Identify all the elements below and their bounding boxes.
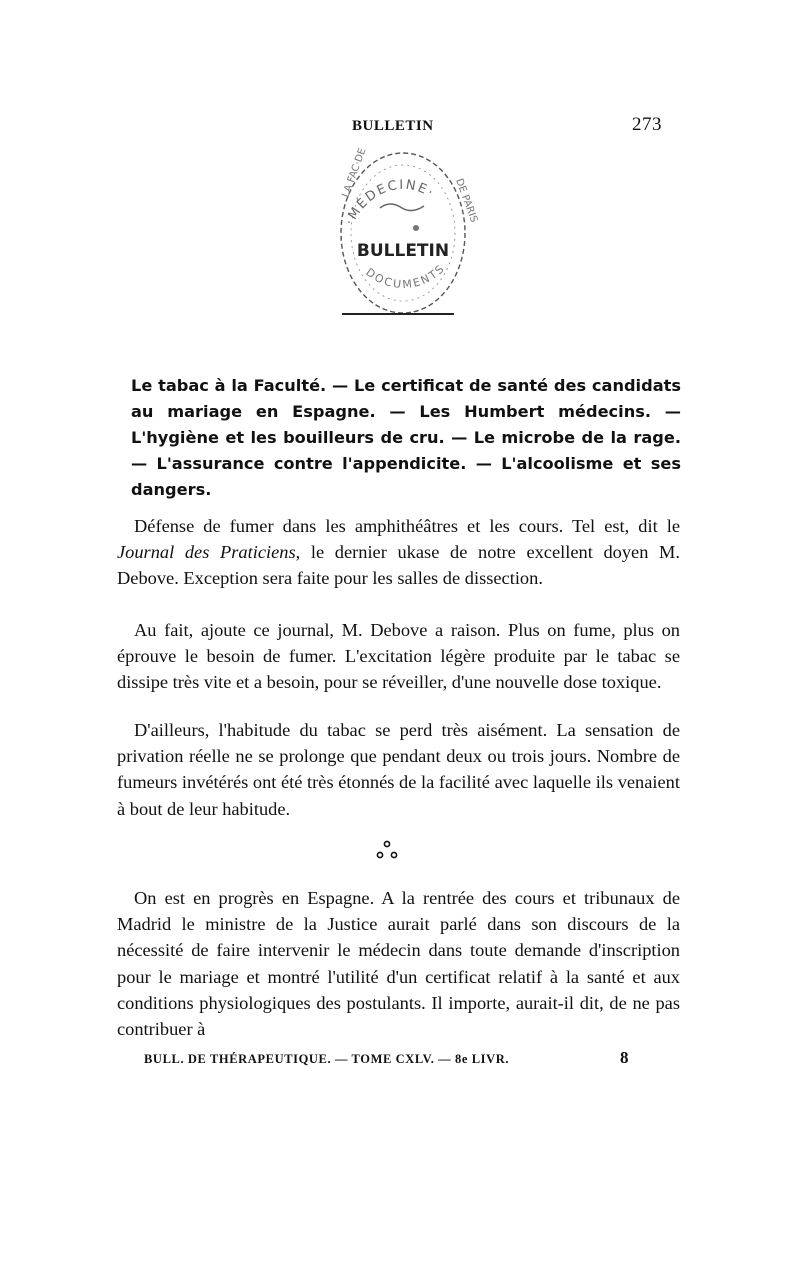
running-head: BULLETIN: [352, 118, 434, 134]
paragraph-au-fait: [117, 617, 680, 696]
signature-mark: 8: [620, 1048, 629, 1067]
section-break-ornament: [376, 838, 398, 862]
stamp-ring-left: LA FAC·DE: [340, 146, 369, 200]
paragraph-text: , le dernier ukase de notre excellent doyen M. Debove. Exception sera faite pour les salles de dissection.: [117, 542, 680, 589]
library-stamp: [318, 128, 488, 323]
paragraph-tabac-faculte: [117, 513, 680, 592]
page-number: 273: [632, 114, 662, 135]
footer-publication-line: BULL. DE THÉRAPEUTIQUE. — TOME CXLV. — 8e LIVR.: [144, 1052, 510, 1066]
stamp-ring-top: ·MÉDECINE·: [342, 177, 438, 228]
svg-text:DOCUMENTS: [363, 261, 448, 291]
header-rule: [342, 313, 454, 315]
paragraph-habitude: [117, 717, 680, 822]
paragraph-text: Au fait, ajoute ce journal, M. Debove a raison. Plus on fume, plus on éprouve le besoin de fumer. L'excitation légère produite par le tabac se dissipe très vite et a besoin, pour se réveiller, d'une nouvelle dose toxique.: [117, 620, 680, 693]
journal-title: Journal des Praticiens: [117, 542, 296, 563]
stamp-ring-bottom: DOCUMENTS: [363, 261, 448, 292]
chapter-summary: Le tabac à la Faculté. — Le certificat de santé des candidats au mariage en Espagne. — Les Humbert médecins. — L'hygiène et les bouilleurs de cru. — Le microbe de la rage. — L'assurance contre l'appendicite. — L'alcoolisme et ses dangers.: [131, 376, 681, 499]
paragraph-espagne: [117, 885, 680, 1042]
paragraph-text: On est en progrès en Espagne. A la rentrée des cours et tribunaux de Madrid le ministre de la Justice aurait parlé dans son discours de la nécessité de faire intervenir le médecin dans toute demande d'inscription pour le mariage et montré l'utilité d'un certificat relatif à la santé et aux conditions physiologiques des postulants. Il importe, aurait-il dit, de ne pas contribuer à: [117, 888, 680, 1040]
paragraph-text: Défense de fumer dans les amphithéâtres et les cours. Tel est, dit le: [134, 516, 680, 536]
stamp-ring-right: DE PARIS: [453, 177, 480, 224]
stamp-center-text: BULLETIN: [356, 241, 450, 261]
svg-text:·MÉDECINE·: [342, 178, 437, 228]
paragraph-text: D'ailleurs, l'habitude du tabac se perd très aisément. La sensation de privation réelle ne se prolonge que pendant deux ou trois jours. Nombre de fumeurs invétérés ont été très étonnés de la facilité avec laquelle ils venaient à bout de leur habitude.: [117, 720, 680, 819]
